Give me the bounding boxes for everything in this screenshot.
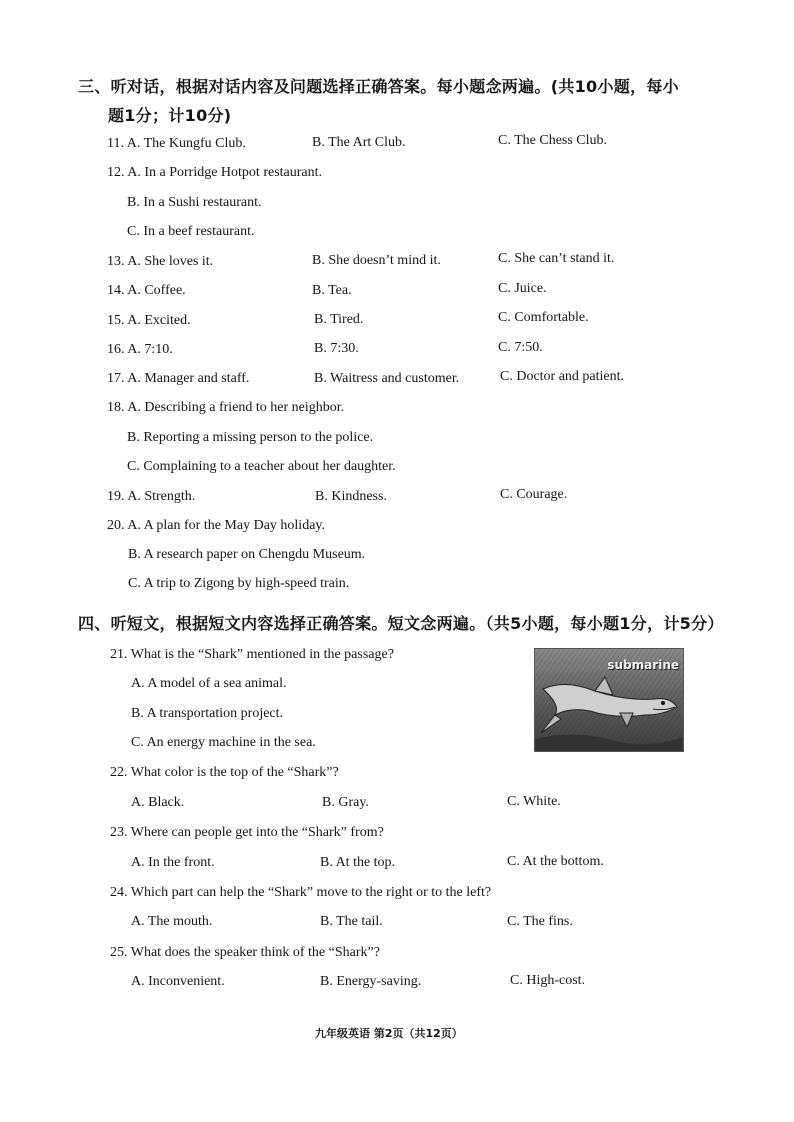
question-25-stem: 25. What does the speaker think of the “Shark”? bbox=[110, 945, 380, 960]
question-15-option-c: C. Comfortable. bbox=[498, 310, 589, 325]
question-16-option-c: C. 7:50. bbox=[498, 340, 543, 355]
question-22-stem: 22. What color is the top of the “Shark”? bbox=[110, 765, 339, 780]
question-22-option-a: A. Black. bbox=[131, 795, 185, 810]
question-20-option-c: C. A trip to Zigong by high-speed train. bbox=[128, 576, 350, 591]
question-19-option-c: C. Courage. bbox=[500, 487, 568, 502]
question-17-option-c: C. Doctor and patient. bbox=[500, 369, 625, 384]
section3-heading: 三、听对话，根据对话内容及问题选择正确答案。每小题念两遍。(共10小题，每小 bbox=[78, 77, 679, 96]
question-21-option-b: B. A transportation project. bbox=[131, 706, 284, 721]
question-16-option-b: B. 7:30. bbox=[314, 341, 359, 356]
question-21-option-a: A. A model of a sea animal. bbox=[131, 676, 287, 691]
question-19-option-b: B. Kindness. bbox=[315, 489, 387, 504]
question-11-option-c: C. The Chess Club. bbox=[498, 133, 608, 148]
section3-heading-cont: 题1分；计10分) bbox=[108, 106, 232, 125]
question-13-option-b: B. She doesn’t mind it. bbox=[312, 253, 441, 268]
question-15-option-a: 15. A. Excited. bbox=[107, 313, 191, 328]
question-18-option-b: B. Reporting a missing person to the police. bbox=[127, 430, 374, 445]
question-20-option-b: B. A research paper on Chengdu Museum. bbox=[128, 547, 366, 562]
question-16-option-a: 16. A. 7:10. bbox=[107, 342, 173, 357]
question-25-option-a: A. Inconvenient. bbox=[131, 974, 225, 989]
question-21-stem: 21. What is the “Shark” mentioned in the passage? bbox=[110, 647, 394, 662]
question-23-option-c: C. At the bottom. bbox=[507, 854, 604, 869]
question-14-option-a: 14. A. Coffee. bbox=[107, 283, 186, 298]
question-21-option-c: C. An energy machine in the sea. bbox=[131, 735, 316, 750]
question-14-option-c: C. Juice. bbox=[498, 281, 547, 296]
question-13-option-c: C. She can’t stand it. bbox=[498, 251, 615, 266]
question-25-option-b: B. Energy-saving. bbox=[320, 974, 422, 989]
question-23-option-a: A. In the front. bbox=[131, 855, 215, 870]
question-22-option-b: B. Gray. bbox=[322, 795, 369, 810]
question-24-option-b: B. The tail. bbox=[320, 914, 383, 929]
question-15-option-b: B. Tired. bbox=[314, 312, 364, 327]
question-17-option-a: 17. A. Manager and staff. bbox=[107, 371, 250, 386]
question-24-stem: 24. Which part can help the “Shark” move to the right or to the left? bbox=[110, 885, 492, 900]
question-18-option-c: C. Complaining to a teacher about her daughter. bbox=[127, 459, 396, 474]
question-24-option-c: C. The fins. bbox=[507, 914, 573, 929]
question-13-option-a: 13. A. She loves it. bbox=[107, 254, 214, 269]
submarine-image bbox=[534, 648, 684, 752]
question-23-stem: 23. Where can people get into the “Shark” from? bbox=[110, 825, 384, 840]
question-12-option-c: C. In a beef restaurant. bbox=[127, 224, 255, 239]
question-23-option-b: B. At the top. bbox=[320, 855, 396, 870]
question-11-option-b: B. The Art Club. bbox=[312, 135, 406, 150]
question-18-option-a: 18. A. Describing a friend to her neighbor. bbox=[107, 400, 345, 415]
question-19-option-a: 19. A. Strength. bbox=[107, 489, 196, 504]
question-24-option-a: A. The mouth. bbox=[131, 914, 213, 929]
submarine-label: submarine bbox=[607, 658, 679, 672]
question-22-option-c: C. White. bbox=[507, 794, 561, 809]
question-12-option-b: B. In a Sushi restaurant. bbox=[127, 195, 262, 210]
question-25-option-c: C. High-cost. bbox=[510, 973, 586, 988]
section4-heading: 四、听短文，根据短文内容选择正确答案。短文念两遍。（共5小题，每小题1分，计5分） bbox=[78, 614, 724, 633]
question-20-option-a: 20. A. A plan for the May Day holiday. bbox=[107, 518, 326, 533]
page-footer: 九年级英语 第2页（共12页） bbox=[315, 1027, 463, 1040]
question-12-option-a: 12. A. In a Porridge Hotpot restaurant. bbox=[107, 165, 323, 180]
question-14-option-b: B. Tea. bbox=[312, 283, 352, 298]
question-17-option-b: B. Waitress and customer. bbox=[314, 371, 460, 386]
question-11-option-a: 11. A. The Kungfu Club. bbox=[107, 136, 246, 151]
